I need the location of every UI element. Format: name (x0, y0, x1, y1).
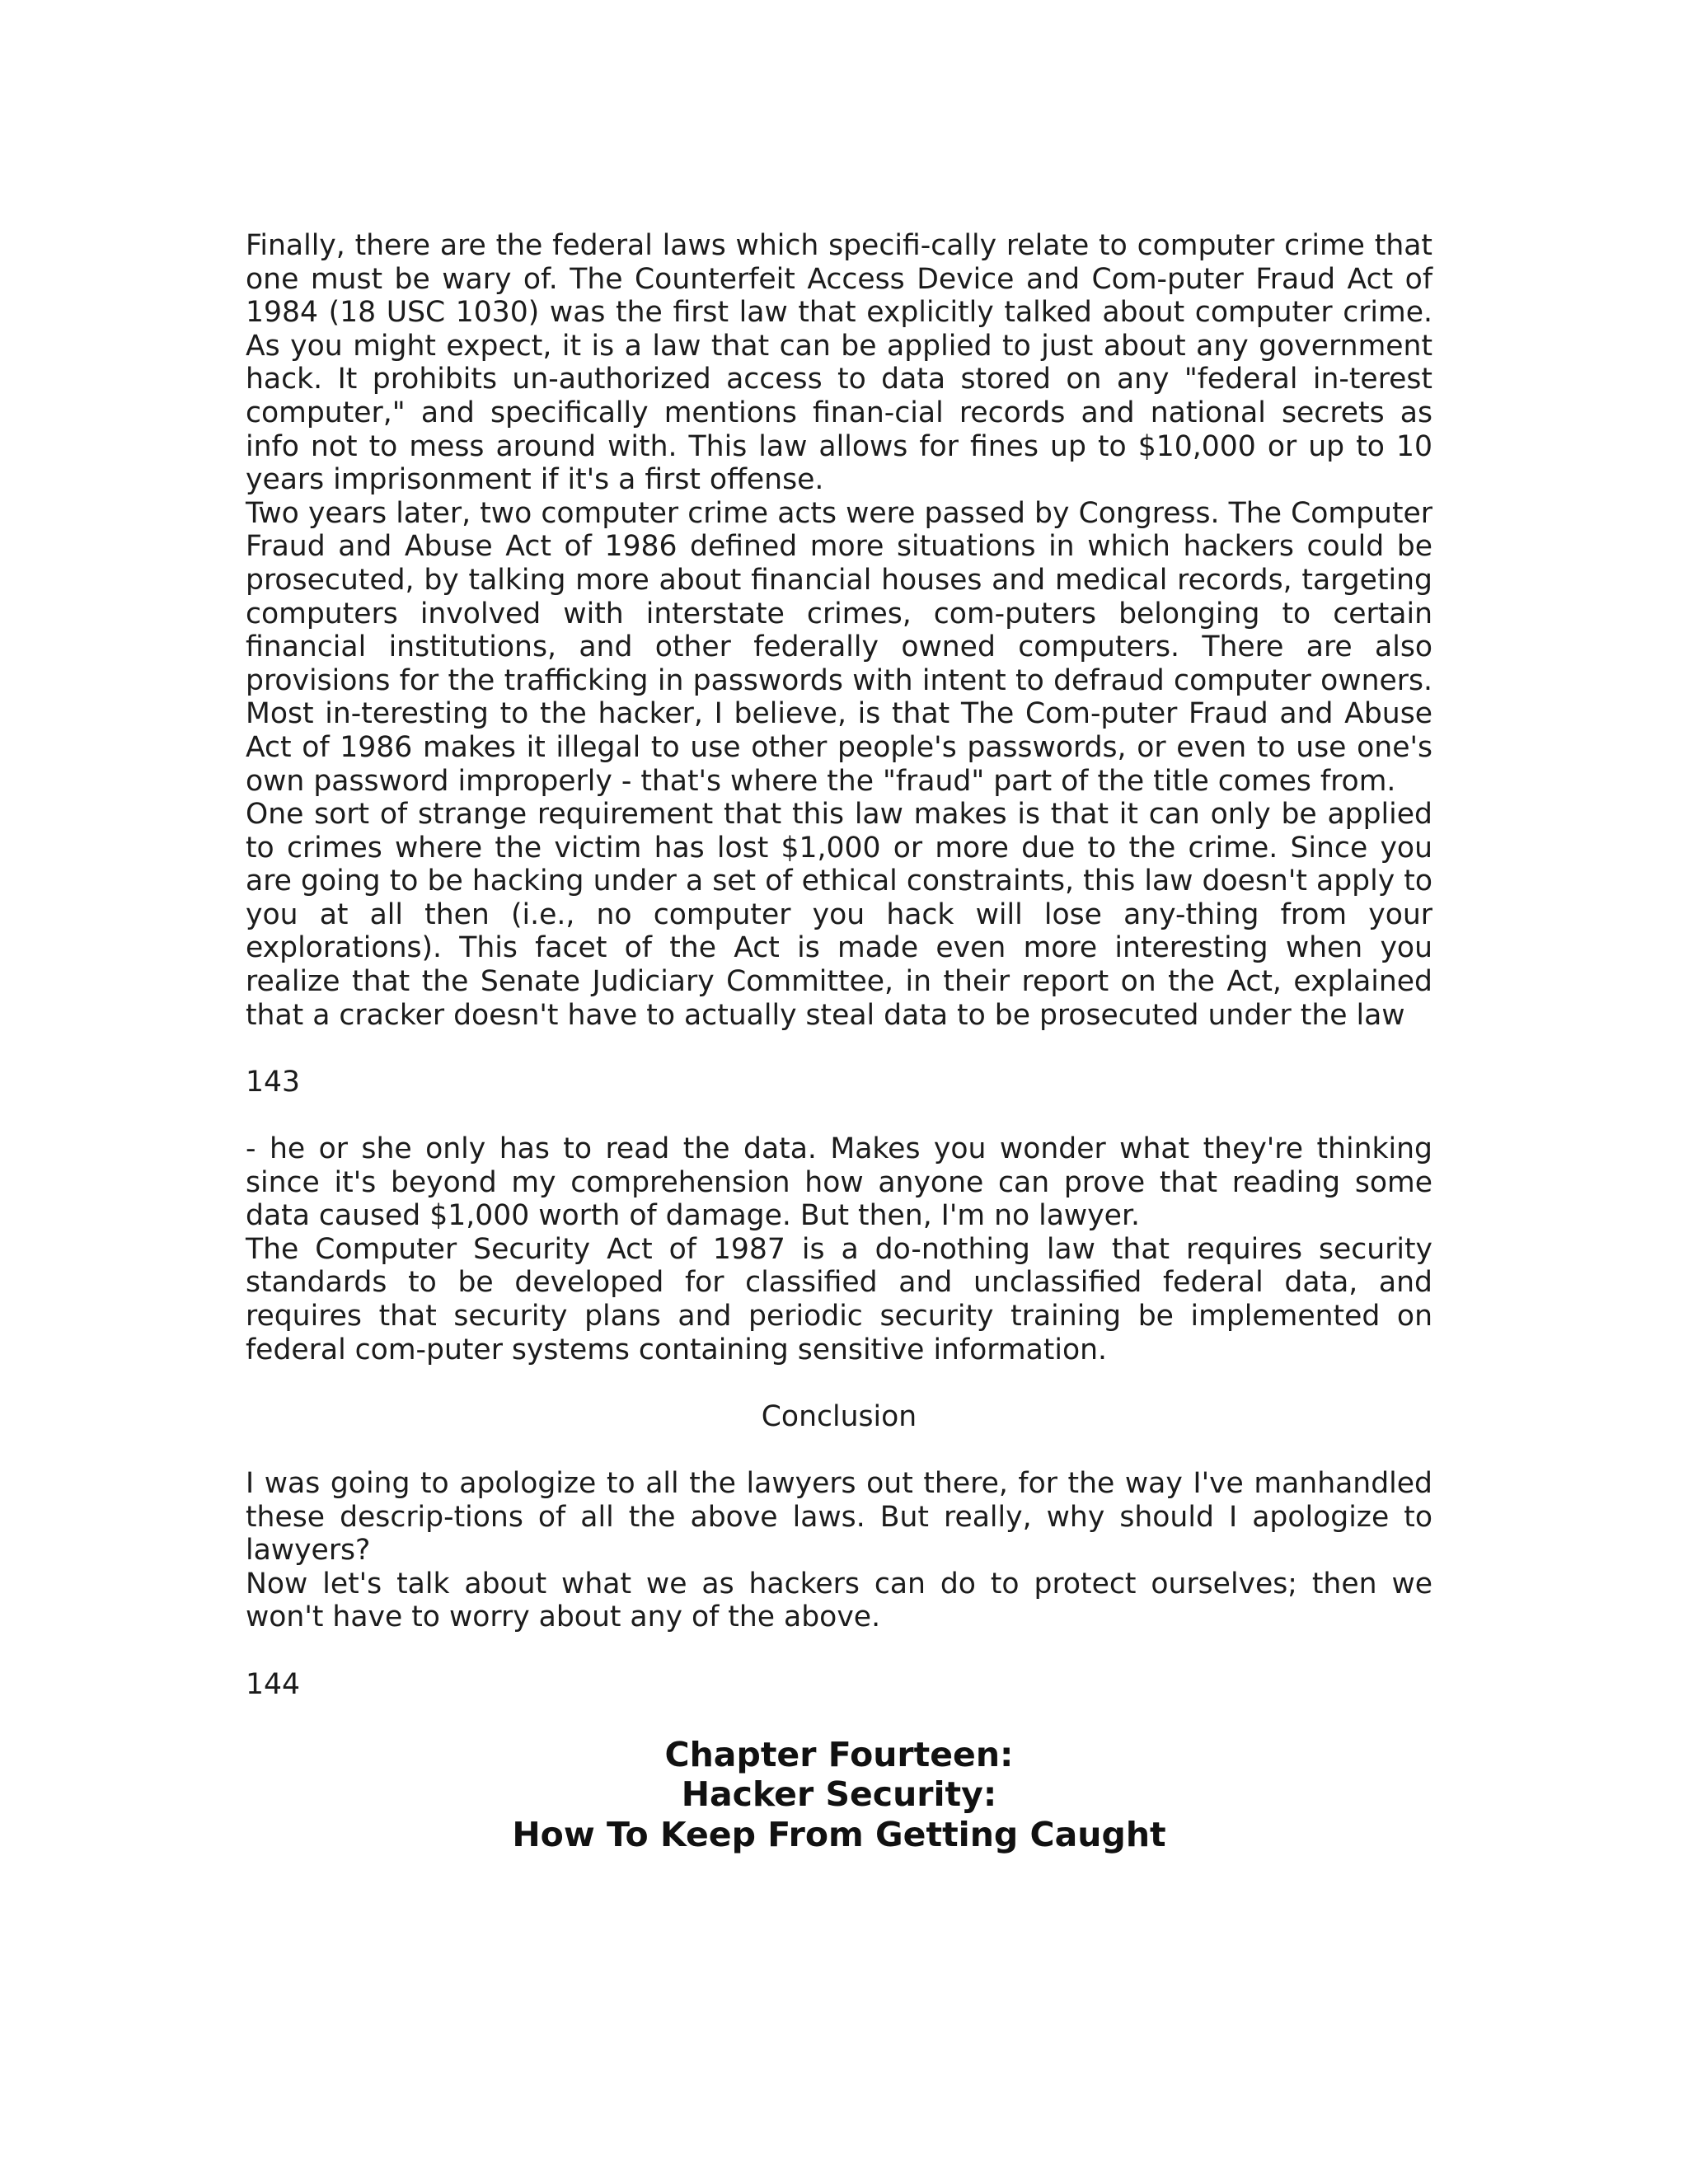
page-number-144: 144 (246, 1667, 300, 1701)
spacer (246, 1366, 1432, 1400)
chapter-title-line-2: Hacker Security: (681, 1774, 997, 1815)
paragraph-loss-requirement: One sort of strange requirement that this law makes is that it can only be applied to crimes where the victim has lost $1,000 or more due to the crime. Since you are going to be hacking under a set of ethical constraints, this law doesn't apply to you at all then (i.e., no computer you hack will lose any-thing from your explorations). This facet of the Act is made even more interesting when you realize that the Senate Judiciary Committee, in their report on the Act, explained that a cracker doesn't have to actually steal data to be prosecuted under the law (246, 798, 1432, 1032)
spacer (246, 1701, 1432, 1735)
paragraph-federal-laws: Finally, there are the federal laws which specifi-cally relate to computer crime that one must be wary of. The Counterfeit Access Device and Com-puter Fraud Act of 1984 (18 USC 1030) was the first law that explicitly talked about computer crime. As you might expect, it is a law that can be applied to just about any government hack. It prohibits un-authorized access to data stored on any "federal in-terest computer," and specifically mentions finan-cial records and national secrets as info not to mess around with. This law allows for fines up to $10,000 or up to 10 years imprisonment if it's a first offense. (246, 229, 1432, 497)
paragraph-apologize: I was going to apologize to all the lawyers out there, for the way I've manhandled these descrip-tions of all the above laws. But really, why should I apologize to lawyers? (246, 1466, 1432, 1568)
chapter-title-line-1: Chapter Fourteen: (664, 1734, 1014, 1774)
text-column (246, 229, 1432, 1855)
chapter-title (246, 1735, 1432, 1855)
chapter-title-line-3: How To Keep From Getting Caught (512, 1814, 1166, 1854)
spacer (246, 1433, 1432, 1467)
spacer (246, 1634, 1432, 1668)
spacer (246, 1099, 1432, 1132)
conclusion-heading: Conclusion (761, 1399, 917, 1433)
paragraph-computer-security-act: The Computer Security Act of 1987 is a do-nothing law that requires security standards to be developed for classified and unclassified federal data, and requires that security plans and periodic security training be implemented on federal com-puter systems containing sensitive information. (246, 1232, 1432, 1366)
spacer (246, 1032, 1432, 1066)
page-number-143: 143 (246, 1065, 300, 1099)
paragraph-protect-ourselves: Now let's talk about what we as hackers can do to protect ourselves; then we won't have to worry about any of the above. (246, 1567, 1432, 1634)
paragraph-computer-fraud-act: Two years later, two computer crime acts were passed by Congress. The Computer Fraud and Abuse Act of 1986 defined more situations in which hackers could be prosecuted, by talking more about financial houses and medical records, targeting computers involved with interstate crimes, com-puters belonging to certain financial institutions, and other federally owned computers. There are also provisions for the trafficking in passwords with intent to defraud computer owners. Most in-teresting to the hacker, I believe, is that The Com-puter Fraud and Abuse Act of 1986 makes it illegal to use other people's passwords, or even to use one's own password improperly - that's where the "fraud" part of the title comes from. (246, 496, 1432, 798)
paragraph-read-data: - he or she only has to read the data. Makes you wonder what they're thinking since it's beyond my comprehension how anyone can prove that reading some data caused $1,000 worth of damage. But then, I'm no lawyer. (246, 1132, 1432, 1233)
